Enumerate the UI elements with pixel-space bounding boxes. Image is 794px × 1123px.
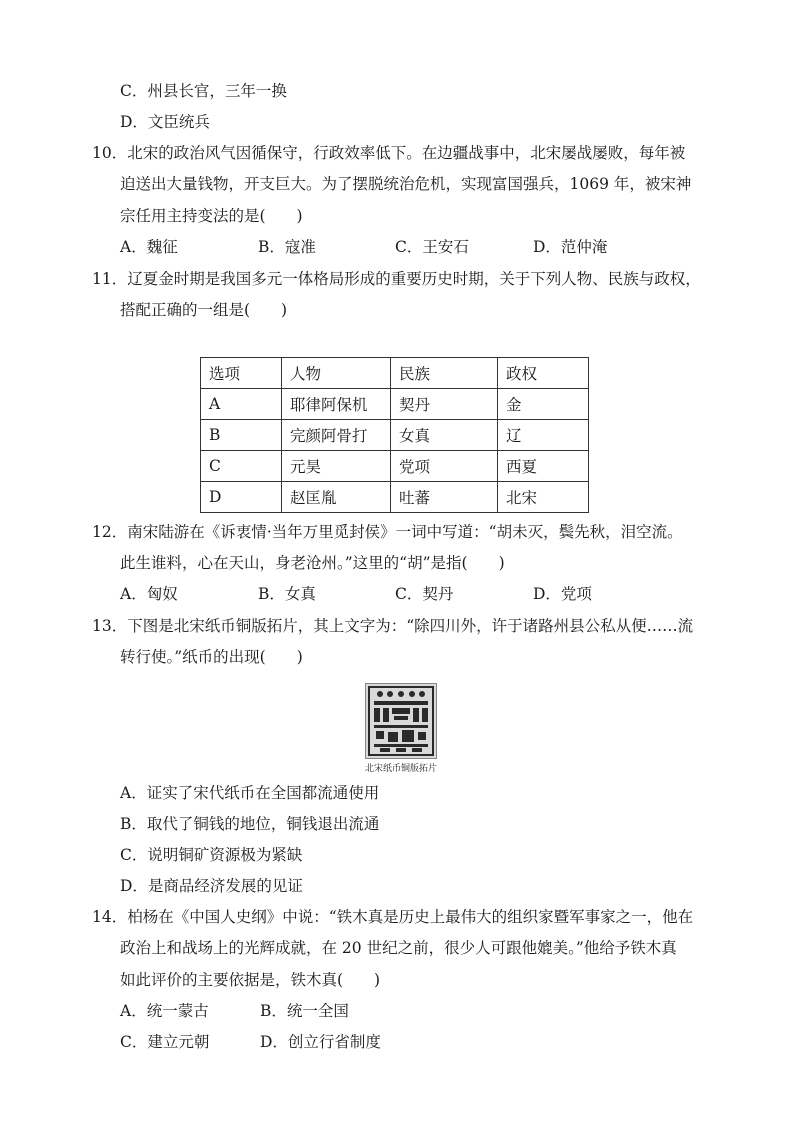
table-cell: A [201,389,282,420]
table-header-cell: 民族 [391,358,498,389]
table-cell: 契丹 [391,389,498,420]
banknote-plate-image [365,683,437,759]
q12-option-b: B．女真 [258,585,316,603]
q14-option-d: D．创立行省制度 [260,1033,381,1051]
q12-line-2: 此生谁料，心在天山，身老沧州。”这里的“胡”是指( ) [120,554,505,572]
q13-option-b: B．取代了铜钱的地位，铜钱退出流通 [120,815,380,833]
q14-line-3: 如此评价的主要依据是，铁木真( ) [120,971,381,989]
q12-option-a: A．匈奴 [120,585,178,603]
q10-option-c: C．王安石 [395,238,469,256]
q14-option-c: C．建立元朝 [120,1033,210,1051]
table-cell: 完颜阿骨打 [282,420,391,451]
banknote-rubbing-illustration [366,684,436,758]
table-cell: 赵匡胤 [282,482,391,513]
q13-option-a: A．证实了宋代纸币在全国都流通使用 [120,784,380,802]
option-c-prev: C．州县长官，三年一换 [120,82,287,100]
table-cell: B [201,420,282,451]
q10-option-a: A．魏征 [120,238,178,256]
q10-line-2: 迫送出大量钱物，开支巨大。为了摆脱统治危机，实现富国强兵，1069 年，被宋神 [120,175,692,193]
table-header-cell: 人物 [282,358,391,389]
table-row [201,451,589,482]
table-cell: 耶律阿保机 [282,389,391,420]
q13-option-c: C．说明铜矿资源极为紧缺 [120,846,303,864]
table-cell: 吐蕃 [391,482,498,513]
q11-line-2: 搭配正确的一组是( ) [120,301,288,319]
table-cell: D [201,482,282,513]
q14-line-1: 14．柏杨在《中国人史纲》中说：“铁木真是历史上最伟大的组织家暨军事家之一，他在 [92,908,694,926]
table-cell: 党项 [391,451,498,482]
option-d-prev: D．文臣统兵 [120,113,210,131]
q14-option-a: A．统一蒙古 [120,1002,209,1020]
table-cell: 元昊 [282,451,391,482]
q12-option-c: C．契丹 [395,585,454,603]
table-header-cell: 政权 [498,358,589,389]
q12-option-d: D．党项 [533,585,592,603]
table-cell: 金 [498,389,589,420]
q11-table [200,357,589,513]
q10-option-d: D．范仲淹 [533,238,608,256]
q13-line-1: 13．下图是北宋纸币铜版拓片，其上文字为：“除四川外，许于诸路州县公私从便……流 [92,617,694,635]
q10-line-3: 宗任用主持变法的是( ) [120,207,303,225]
q13-line-2: 转行使。”纸币的出现( ) [120,648,303,666]
q11-line-1: 11．辽夏金时期是我国多元一体格局形成的重要历史时期，关于下列人物、民族与政权， [92,270,701,288]
table-row [201,389,589,420]
q13-option-d: D．是商品经济发展的见证 [120,877,303,895]
q10-option-b: B．寇准 [258,238,316,256]
table-row [201,482,589,513]
table-cell: 北宋 [498,482,589,513]
table-header-row [201,358,589,389]
q14-line-2: 政治上和战场上的光辉成就，在 20 世纪之前，很少人可跟他媲美。”他给予铁木真 [120,939,677,957]
table-cell: 西夏 [498,451,589,482]
q10-line-1: 10．北宋的政治风气因循保守，行政效率低下。在边疆战事中，北宋屡战屡败，每年被 [92,144,686,162]
q14-option-b: B．统一全国 [260,1002,349,1020]
table-row [201,420,589,451]
table-cell: 女真 [391,420,498,451]
table-header-cell: 选项 [201,358,282,389]
table-cell: C [201,451,282,482]
q12-line-1: 12．南宋陆游在《诉衷情·当年万里觅封侯》一词中写道：“胡未灭，鬓先秋，泪空流。 [92,523,683,541]
table-cell: 辽 [498,420,589,451]
figure-caption: 北宋纸币铜版拓片 [364,764,437,774]
